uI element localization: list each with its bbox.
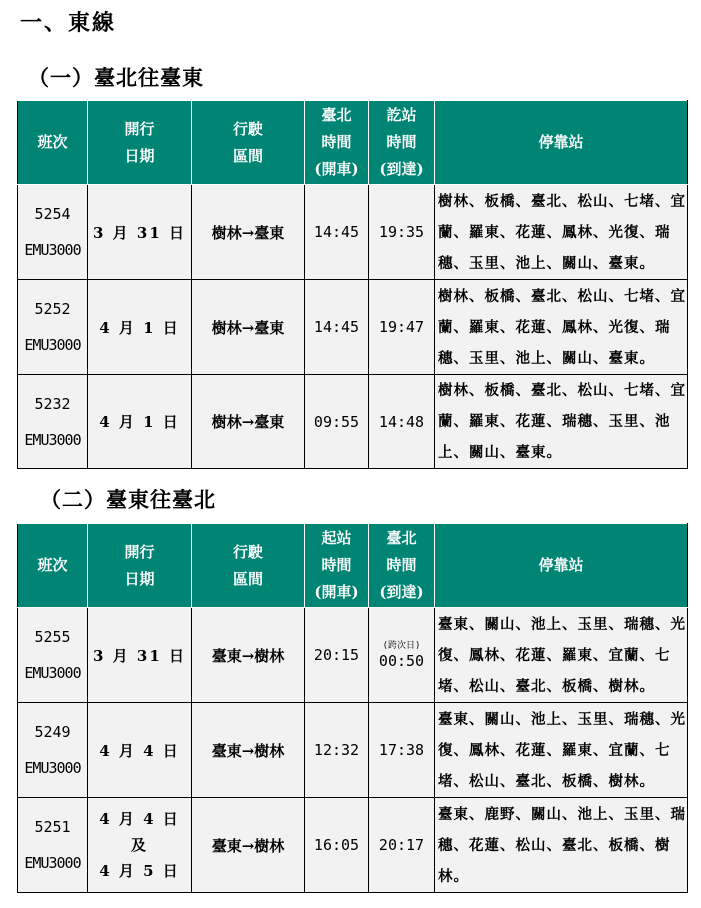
route: 樹林→臺東	[192, 185, 305, 280]
departure-time: 16:05	[305, 798, 369, 893]
arrival-time: 14:48	[369, 375, 435, 469]
route: 臺東→樹林	[192, 798, 305, 893]
table-header-row	[18, 101, 688, 185]
header-stops: 停靠站	[435, 101, 688, 185]
train-number: 5232 EMU3000	[18, 375, 88, 469]
route: 樹林→臺東	[192, 280, 305, 375]
header-departure-time: 起站 時間 (開車)	[305, 524, 369, 608]
header-arrival-time: 訖站 時間 (到達)	[369, 101, 435, 185]
section-heading-taitung-to-taipei: （二）臺東往臺北	[40, 487, 216, 512]
timetable-taipei-to-taitung	[17, 100, 688, 469]
next-day-note: (跨次日)	[382, 641, 421, 651]
departure-time: 09:55	[305, 375, 369, 469]
header-date: 開行 日期	[88, 101, 192, 185]
route: 臺東→樹林	[192, 608, 305, 703]
section-heading-taipei-to-taitung: （一）臺北往臺東	[28, 65, 204, 90]
train-number: 5255 EMU3000	[18, 608, 88, 703]
train-number: 5252 EMU3000	[18, 280, 88, 375]
departure-time: 20:15	[305, 608, 369, 703]
run-date: 4 月 1 日	[88, 280, 192, 375]
route: 臺東→樹林	[192, 703, 305, 798]
arrival-time: 19:35	[369, 185, 435, 280]
route: 樹林→臺東	[192, 375, 305, 469]
table-row	[18, 798, 688, 893]
run-date: 4 月 1 日	[88, 375, 192, 469]
stop-list: 臺東、鹿野、關山、池上、玉里、瑞穗、花蓮、松山、臺北、板橋、樹林。	[435, 798, 688, 893]
header-train: 班次	[18, 101, 88, 185]
stop-list: 臺東、關山、池上、玉里、瑞穗、光復、鳳林、花蓮、羅東、宜蘭、七堵、松山、臺北、板橋、樹林。	[435, 703, 688, 798]
header-stops: 停靠站	[435, 524, 688, 608]
run-date: 3 月 31 日	[88, 608, 192, 703]
run-date: 4 月 4 日	[88, 703, 192, 798]
header-route: 行駛 區間	[192, 524, 305, 608]
header-date: 開行 日期	[88, 524, 192, 608]
stop-list: 樹林、板橋、臺北、松山、七堵、宜蘭、羅東、花蓮、鳳林、光復、瑞穗、玉里、池上、關山、臺東。	[435, 280, 688, 375]
header-arrival-time: 臺北 時間 (到達)	[369, 524, 435, 608]
header-departure-time: 臺北 時間 (開車)	[305, 101, 369, 185]
arrival-time: 17:38	[369, 703, 435, 798]
header-route: 行駛 區間	[192, 101, 305, 185]
stop-list: 臺東、關山、池上、玉里、瑞穗、光復、鳳林、花蓮、羅東、宜蘭、七堵、松山、臺北、板橋、樹林。	[435, 608, 688, 703]
table-row	[18, 703, 688, 798]
train-number: 5251 EMU3000	[18, 798, 88, 893]
train-number: 5249 EMU3000	[18, 703, 88, 798]
run-date: 3 月 31 日	[88, 185, 192, 280]
page-title: 一、東線	[20, 10, 117, 36]
train-number: 5254 EMU3000	[18, 185, 88, 280]
table-row	[18, 280, 688, 375]
header-train: 班次	[18, 524, 88, 608]
arrival-time: 19:47	[369, 280, 435, 375]
departure-time: 14:45	[305, 280, 369, 375]
departure-time: 12:32	[305, 703, 369, 798]
run-date: 4 月 4 日 及 4 月 5 日	[88, 798, 192, 893]
timetable-taitung-to-taipei	[17, 523, 688, 893]
stop-list: 樹林、板橋、臺北、松山、七堵、宜蘭、羅東、花蓮、瑞穗、玉里、池上、關山、臺東。	[435, 375, 688, 469]
arrival-time: (跨次日) 00:50	[369, 608, 435, 703]
table-header-row	[18, 524, 688, 608]
stop-list: 樹林、板橋、臺北、松山、七堵、宜蘭、羅東、花蓮、鳳林、光復、瑞穗、玉里、池上、關山、臺東。	[435, 185, 688, 280]
table-row	[18, 185, 688, 280]
table-row	[18, 375, 688, 469]
departure-time: 14:45	[305, 185, 369, 280]
arrival-time: 20:17	[369, 798, 435, 893]
table-row	[18, 608, 688, 703]
